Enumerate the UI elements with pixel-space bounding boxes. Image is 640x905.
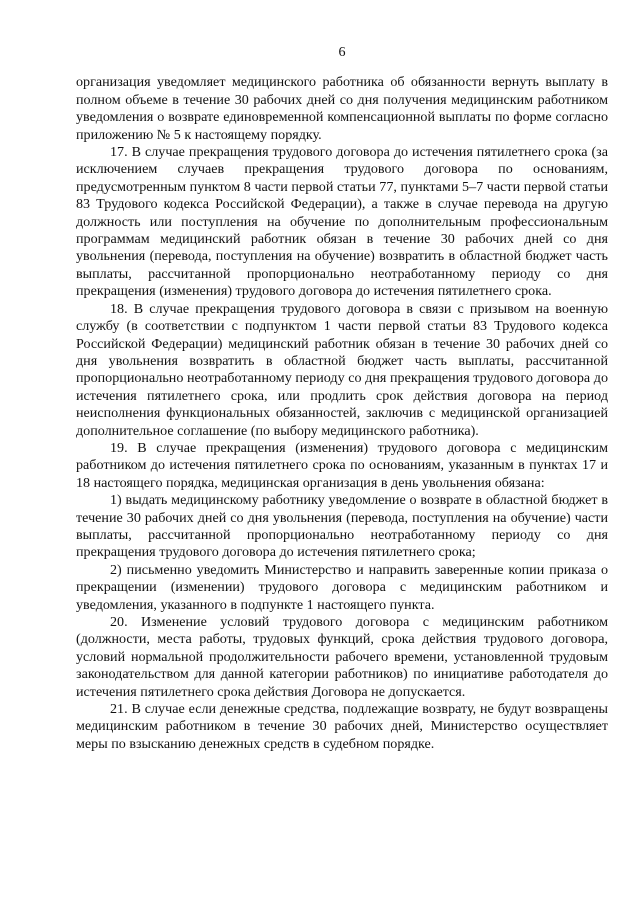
paragraph-item-20: 20. Изменение условий трудового договора с медицинским работником (должности, места работы, трудовых функций, срока действия трудового договора, условий нормальной продолжительности рабочего времени, установленной трудовым законодательством для данной категории работников) по инициативе работодателя до истечения пятилетнего срока действия Договора не допускается. (76, 614, 608, 700)
paragraph-continuation: организация уведомляет медицинского работника об обязанности вернуть выплату в полном объеме в течение 30 рабочих дней со дня получения медицинским работником уведомления о возврате единовременной компенсационной выплаты по форме согласно приложению № 5 к настоящему порядку. (76, 74, 608, 143)
page-number: 6 (338, 44, 346, 60)
paragraph-subitem-2: 2) письменно уведомить Министерство и направить заверенные копии приказа о прекращении (изменении) трудового договора с медицинским работником и уведомления, указанного в подпункте 1 настоящего пункта. (76, 561, 608, 613)
paragraph-item-21: 21. В случае если денежные средства, подлежащие возврату, не будут возвращены медицинским работником в течение 30 рабочих дней, Министерство осуществляет меры по взысканию денежных средств в судебном порядке. (76, 701, 608, 752)
document-page (76, 44, 608, 753)
paragraph-item-19: 19. В случае прекращения (изменения) трудового договора с медицинским работником до истечения пятилетнего срока по основаниям, указанным в пунктах 17 и 18 настоящего порядка, медицинская организация в день увольнения обязана: (76, 439, 608, 491)
paragraph-item-18: 18. В случае прекращения трудового договора в связи с призывом на военную службу (в соответствии с подпунктом 1 части первой статьи 83 Трудового кодекса Российской Федерации) медицинский работник обязан в течение 30 рабочих дней со дня увольнения возвратить в областной бюджет часть выплаты, рассчитанной пропорционально неотработанному периоду со дня прекращения трудового договора до истечения пятилетнего срока, или продлить срок действия договора на период неисполнения функциональных обязанностей, заключив с медицинской организацией дополнительное соглашение (по выбору медицинского работника). (76, 300, 608, 439)
paragraph-subitem-1: 1) выдать медицинскому работнику уведомление о возврате в областной бюджет в течение 30 рабочих дней со дня увольнения (перевода, поступления на обучение) части выплаты, рассчитанной пропорционально неотработанному периоду со дня прекращения трудового договора до истечения пятилетнего срока; (76, 492, 608, 561)
paragraph-item-17: 17. В случае прекращения трудового договора до истечения пятилетнего срока (за исключением случаев прекращения трудового договора по основаниям, предусмотренным пунктом 8 части первой статьи 77, пунктами 5–7 части первой статьи 83 Трудового кодекса Российской Федерации), а также в случае перевода на другую должность или поступления на обучение по дополнительным профессиональным программам медицинский работник обязан в течение 30 рабочих дней со дня увольнения (перевода, поступления на обучение) возвратить в областной бюджет часть выплаты, рассчитанной пропорционально неотработанному периоду со дня прекращения (изменения) трудового договора до истечения пятилетнего срока. (76, 144, 608, 300)
